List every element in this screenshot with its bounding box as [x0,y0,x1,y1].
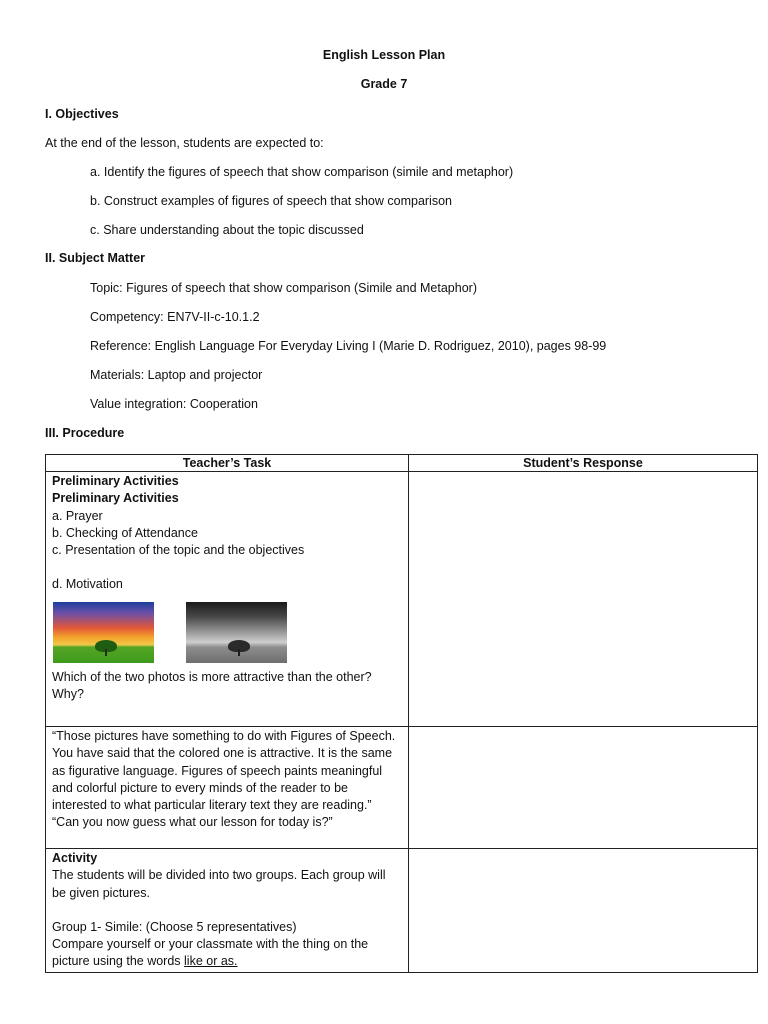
activity-title: Activity [52,851,98,865]
presentation-item: c. Presentation of the topic and the objectives [52,543,305,558]
table-header-row [46,455,758,472]
subject-competency: Competency: EN7V-II-c-10.1.2 [90,310,260,324]
teacher-task-cell [46,727,409,849]
column-header-student: Student’s Response [409,455,758,472]
objective-item-b: b. Construct examples of figures of speech that show comparison [90,194,452,208]
table-row [46,849,758,973]
spacer [52,559,402,576]
subject-value-integration: Value integration: Cooperation [90,397,258,411]
objectives-heading: I. Objectives [45,107,119,121]
document-title: English Lesson Plan [322,48,446,62]
table-row [46,727,758,849]
subject-topic: Topic: Figures of speech that show comparison (Simile and Metaphor) [90,281,477,295]
objective-item-c: c. Share understanding about the topic discussed [90,223,364,237]
objective-item-a: a. Identify the figures of speech that show comparison (simile and metaphor) [90,165,514,179]
grayscale-sunset-photo [186,602,287,663]
group1-instruction: Group 1- Simile: (Choose 5 representatives) [52,919,297,934]
student-response-cell [409,472,758,727]
objectives-intro: At the end of the lesson, students are expected to: [45,136,324,150]
student-response-cell [409,727,758,849]
attendance-item: b. Checking of Attendance [52,525,198,540]
column-header-teacher: Teacher’s Task [46,455,409,472]
subject-materials: Materials: Laptop and projector [90,368,263,382]
tree-trunk-shape [238,649,240,656]
procedure-heading: III. Procedure [45,426,125,440]
colored-sunset-photo [53,602,154,663]
activity-description: The students will be divided into two groups. Each group will be given pictures. [52,868,386,900]
student-response-cell [409,849,758,973]
tree-trunk-shape [105,649,107,656]
compare-instruction [52,936,402,971]
lesson-guess-question: “Can you now guess what our lesson for today is?” [52,815,333,830]
compare-text: Compare yourself or your classmate with the thing on the picture using the words [52,937,369,969]
spacer [52,902,402,919]
teacher-task-cell [46,472,409,727]
like-or-as-words: like or as. [184,954,238,969]
motivation-question: Which of the two photos is more attractive than the other? Why? [52,669,372,702]
figures-of-speech-quote: “Those pictures have something to do with Figures of Speech. You have said that the colored one is attractive. It is the same as figurative language. Figures of speech paints meaningful and colorful picture to every minds of the reader to be interested to what particular literary text they are reading.” [52,729,396,813]
procedure-table [45,454,758,973]
motivation-item: d. Motivation [52,577,123,592]
prayer-item: a. Prayer [52,508,103,523]
grade-label: Grade 7 [360,77,408,91]
preliminary-activities-subtitle: Preliminary Activities [52,491,179,506]
subject-matter-heading: II. Subject Matter [45,251,146,265]
motivation-photos [53,602,402,663]
preliminary-activities-title: Preliminary Activities [52,474,179,488]
subject-reference: Reference: English Language For Everyday Living I (Marie D. Rodriguez, 2010), pages 98-99 [90,339,607,353]
table-row [46,472,758,727]
teacher-task-cell [46,849,409,973]
